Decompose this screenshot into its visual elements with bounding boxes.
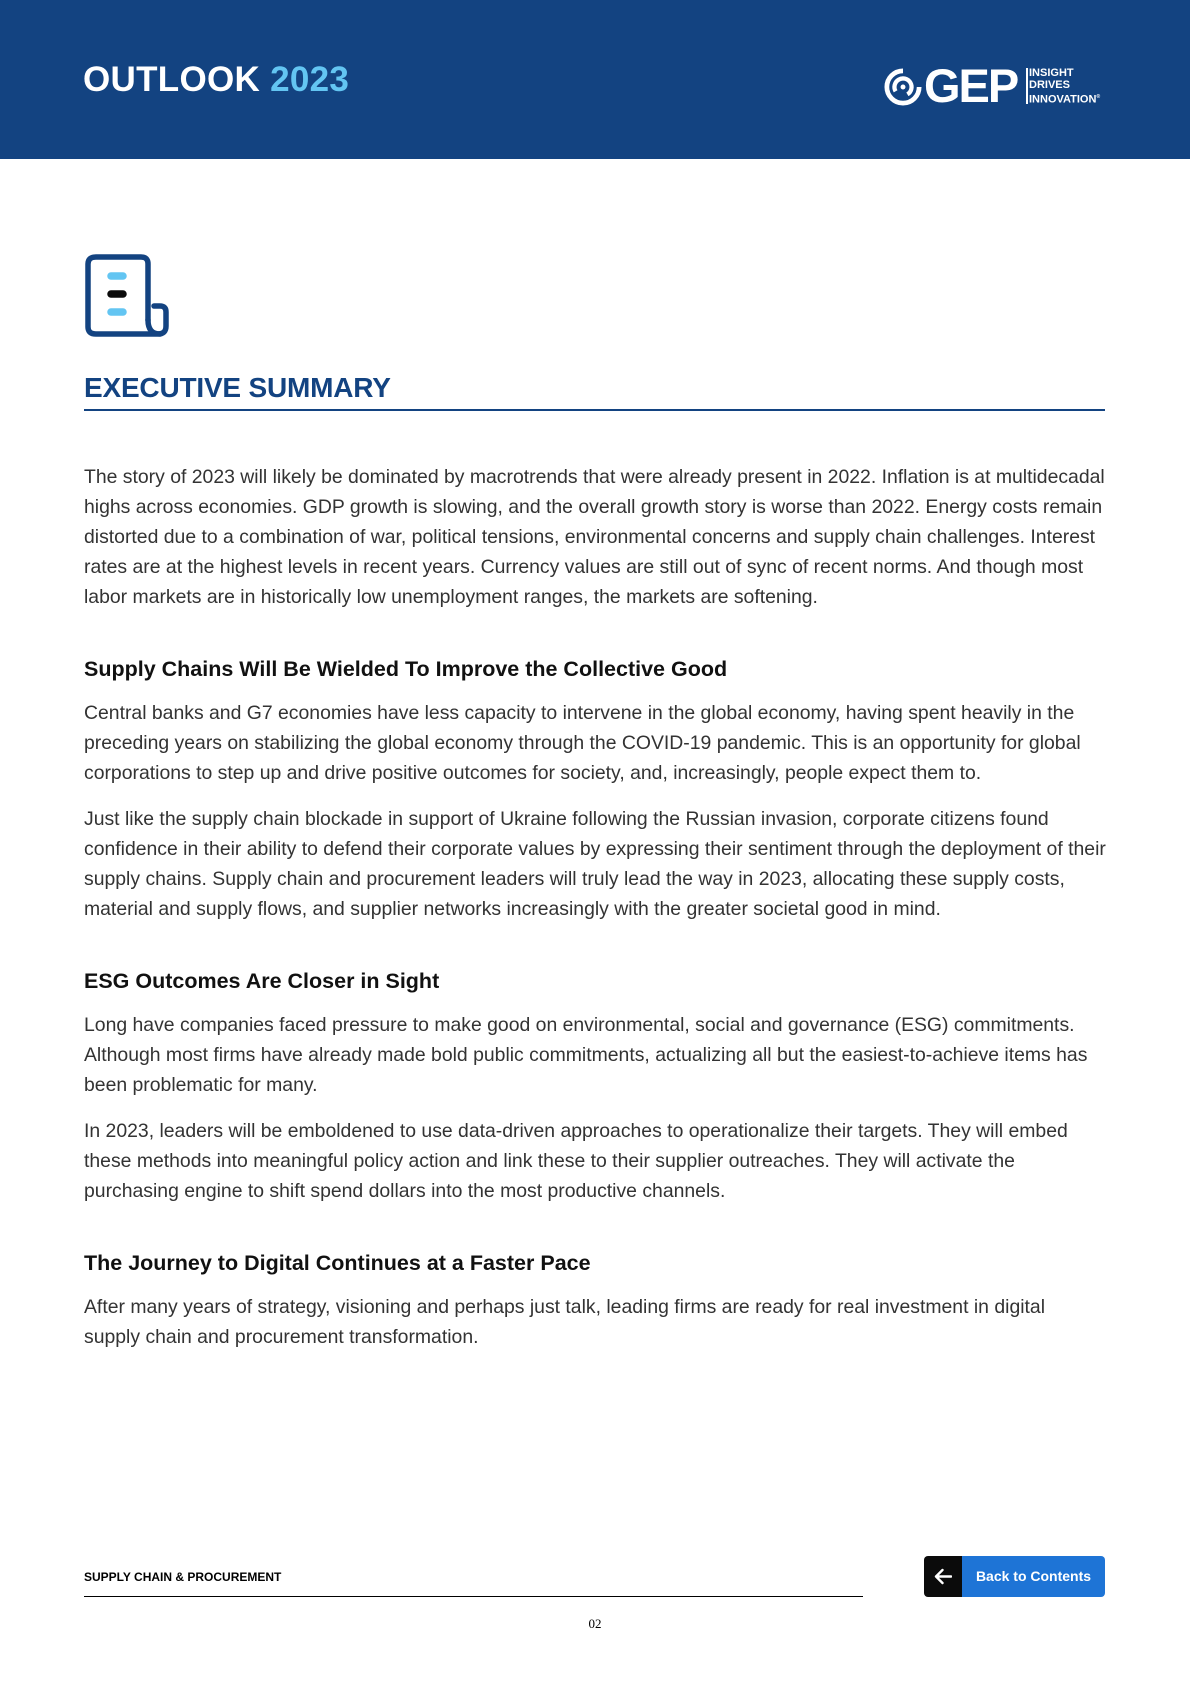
report-title-main: OUTLOOK xyxy=(83,60,261,99)
gep-tagline-text: INNOVATION xyxy=(1029,93,1097,106)
gep-logo-divider xyxy=(1026,68,1028,104)
body-paragraph: Central banks and G7 economies have less capacity to intervene in the global economy, having spent heavily in the preceding years on stabilizing the global economy through the COVID-19 pandemic. This is an opportunity for global corporations to step up and drive positive outcomes for society, and, increasingly, people expect them to. xyxy=(84,702,1081,784)
body-paragraph: Long have companies faced pressure to make good on environmental, social and governance (ESG) commitments. Although most firms have already made bold public commitments, actualizing all but the easiest-to-achieve items has been problematic for many. xyxy=(84,1014,1088,1096)
gep-logo xyxy=(884,59,1114,112)
subsection-heading: The Journey to Digital Continues at a Faster Pace xyxy=(84,1251,591,1275)
body-paragraph: After many years of strategy, visioning and perhaps just talk, leading firms are ready for real investment in digital supply chain and procurement transformation. xyxy=(84,1296,1046,1348)
document-icon xyxy=(84,254,170,338)
gep-tagline-line xyxy=(1029,91,1100,106)
executive-summary-body xyxy=(84,462,1106,1368)
gep-logo-tagline xyxy=(1029,67,1100,106)
subsection-heading: Supply Chains Will Be Wielded To Improve the Collective Good xyxy=(84,657,728,681)
back-to-contents-label: Back to Contents xyxy=(962,1556,1105,1597)
subsection-heading: ESG Outcomes Are Closer in Sight xyxy=(84,969,440,993)
body-paragraph: In 2023, leaders will be emboldened to use data-driven approaches to operationalize their targets. They will embed these methods into meaningful policy action and link these to their supplier outreaches. They will activate the purchasing engine to shift spend dollars into the most productive channels. xyxy=(84,1120,1068,1202)
footer-divider xyxy=(84,1596,863,1597)
registered-mark: ® xyxy=(1096,94,1101,100)
gep-logo-wordmark: GEP xyxy=(924,59,1018,112)
report-title-year: 2023 xyxy=(270,60,350,99)
section-divider xyxy=(84,409,1105,411)
report-title xyxy=(83,60,349,100)
intro-paragraph: The story of 2023 will likely be dominated by macrotrends that were already present in 2022. Inflation is at multidecadal highs across economies. GDP growth is slowing, and the overall growth story is worse than 2022. Energy costs remain distorted due to a combination of war, political tensions, environmental concerns and supply chain challenges. Interest rates are at the highest levels in recent years. Currency values are still out of sync of recent norms. And though most labor markets are in historically low unemployment ranges, the markets are softening. xyxy=(84,466,1105,608)
page-number: 02 xyxy=(588,1616,602,1631)
back-to-contents-button[interactable] xyxy=(924,1556,1105,1597)
back-arrow-box xyxy=(924,1556,962,1597)
footer-section-label: SUPPLY CHAIN & PROCUREMENT xyxy=(84,1570,282,1584)
section-title: EXECUTIVE SUMMARY xyxy=(84,372,391,403)
arrow-left-icon xyxy=(934,1568,952,1585)
body-paragraph: Just like the supply chain blockade in support of Ukraine following the Russian invasion, corporate citizens found confidence in their ability to defend their corporate values by expressing their sentiment through the deployment of their supply chains. Supply chain and procurement leaders will truly lead the way in 2023, allocating these supply costs, material and supply flows, and supplier networks increasingly with the greater societal good in mind. xyxy=(84,808,1106,920)
gep-tagline-line: INSIGHT xyxy=(1029,67,1074,79)
gep-swirl-icon xyxy=(884,68,922,106)
page-header xyxy=(0,0,1190,159)
gep-tagline-line: DRIVES xyxy=(1029,79,1070,91)
